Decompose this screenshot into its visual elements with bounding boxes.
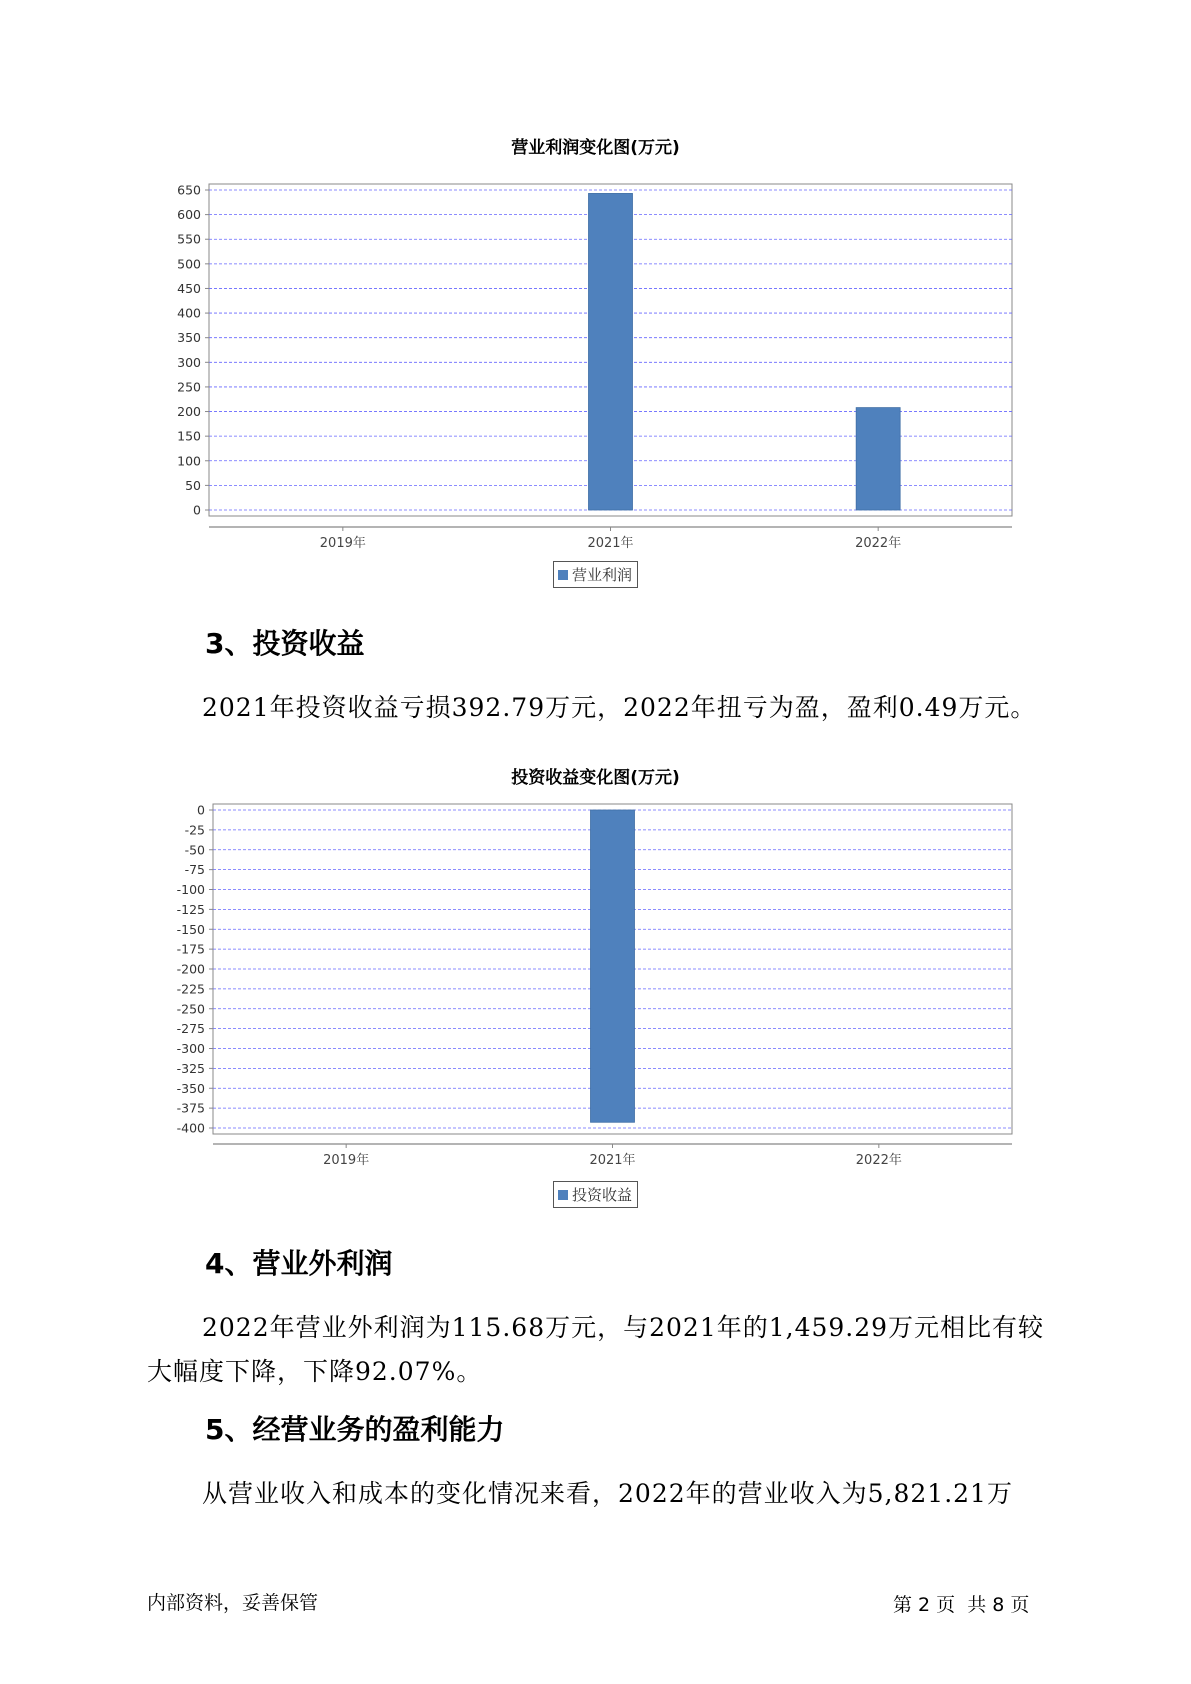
y-tick-label: 250 bbox=[177, 379, 201, 395]
y-tick-label: -200 bbox=[176, 961, 205, 977]
bar-2021年 bbox=[589, 193, 633, 510]
y-tick-label: 350 bbox=[177, 330, 201, 346]
y-tick-label: 650 bbox=[177, 182, 201, 198]
bar-2022年 bbox=[856, 408, 900, 510]
x-tick-label: 2019年 bbox=[323, 1153, 370, 1168]
y-tick-label: -400 bbox=[176, 1120, 205, 1136]
investment-income-chart bbox=[0, 780, 1191, 1180]
y-tick-label: -250 bbox=[176, 1001, 205, 1017]
footer-confidential: 内部资料，妥善保管 bbox=[147, 1592, 319, 1614]
y-tick-label: 600 bbox=[177, 207, 201, 223]
y-tick-label: -275 bbox=[176, 1021, 205, 1037]
y-tick-label: 400 bbox=[177, 305, 201, 321]
legend-swatch bbox=[558, 570, 568, 580]
section-heading-non-operating-profit: 4、营业外利润 bbox=[205, 1247, 393, 1280]
footer-page-number: 第 2 页 共 8 页 bbox=[893, 1594, 1030, 1616]
y-tick-label: 500 bbox=[177, 256, 201, 272]
y-tick-label: 550 bbox=[177, 231, 201, 247]
bar-2021年 bbox=[591, 810, 635, 1122]
section-heading-profitability: 5、经营业务的盈利能力 bbox=[205, 1413, 505, 1446]
y-tick-label: 300 bbox=[177, 354, 201, 370]
y-tick-label: -325 bbox=[176, 1060, 205, 1076]
x-tick-label: 2021年 bbox=[589, 1153, 636, 1168]
y-tick-label: -100 bbox=[176, 882, 205, 897]
y-tick-label: -350 bbox=[176, 1080, 205, 1096]
legend-swatch bbox=[558, 1190, 568, 1200]
chart-title-investment-income: 投资收益变化图(万元) bbox=[511, 768, 680, 788]
y-tick-label: 200 bbox=[177, 404, 201, 420]
x-tick-label: 2022年 bbox=[855, 1153, 902, 1168]
y-tick-label: -175 bbox=[176, 941, 205, 957]
y-tick-label: 0 bbox=[193, 502, 201, 518]
legend-label: 营业利润 bbox=[572, 566, 633, 584]
legend-operating-profit bbox=[553, 561, 638, 588]
section-heading-investment-income: 3、投资收益 bbox=[205, 627, 365, 660]
legend-label: 投资收益 bbox=[572, 1186, 633, 1204]
x-tick-label: 2022年 bbox=[855, 536, 902, 551]
y-tick-label: -375 bbox=[176, 1100, 205, 1116]
y-tick-label: -225 bbox=[176, 981, 205, 997]
legend-investment-income bbox=[553, 1181, 638, 1208]
paragraph-profitability: 从营业收入和成本的变化情况来看，2022年的营业收入为5,821.21万 bbox=[202, 1479, 1013, 1508]
paragraph-investment-income: 2021年投资收益亏损392.79万元，2022年扭亏为盈，盈利0.49万元。 bbox=[202, 693, 1037, 722]
y-tick-label: -125 bbox=[176, 901, 205, 917]
y-tick-label: 0 bbox=[197, 802, 205, 818]
y-tick-label: 100 bbox=[177, 453, 201, 469]
y-tick-label: -300 bbox=[176, 1041, 205, 1056]
paragraph-non-operating-line2: 大幅度下降，下降92.07%。 bbox=[147, 1357, 483, 1386]
y-tick-label: -150 bbox=[176, 921, 205, 937]
y-tick-label: 50 bbox=[185, 477, 201, 493]
y-tick-label: 450 bbox=[177, 280, 201, 296]
y-tick-label: -25 bbox=[184, 822, 205, 838]
chart-title-operating-profit: 营业利润变化图(万元) bbox=[511, 138, 680, 158]
y-tick-label: 150 bbox=[177, 428, 201, 444]
operating-profit-chart bbox=[0, 0, 1191, 560]
x-tick-label: 2021年 bbox=[587, 536, 634, 551]
x-tick-label: 2019年 bbox=[319, 536, 366, 551]
y-tick-label: -50 bbox=[184, 842, 205, 858]
paragraph-non-operating-line1: 2022年营业外利润为115.68万元，与2021年的1,459.29万元相比有较 bbox=[202, 1313, 1045, 1342]
y-tick-label: -75 bbox=[184, 862, 205, 878]
